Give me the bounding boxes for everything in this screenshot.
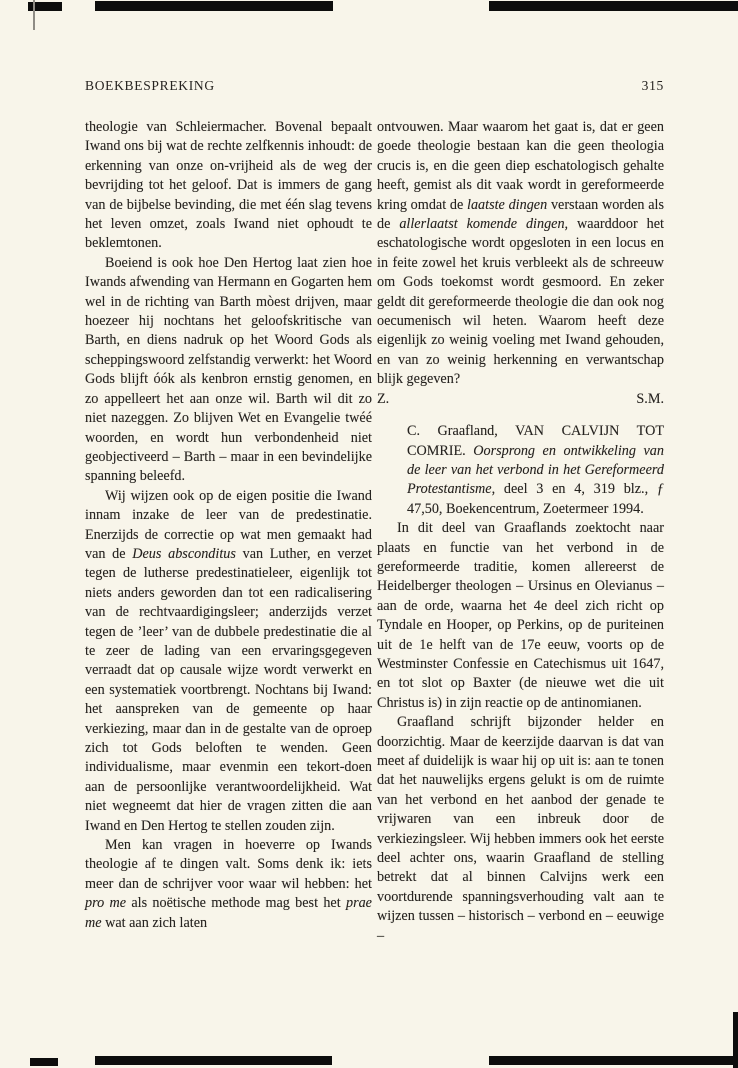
page-header-title: BOEKBESPREKING	[85, 78, 215, 93]
text-columns	[85, 118, 664, 946]
left-column	[85, 118, 372, 946]
scan-artifact-bar	[30, 1058, 58, 1066]
right-column	[377, 118, 664, 946]
scan-artifact-bar	[489, 1056, 734, 1065]
review-signature	[377, 390, 664, 409]
scan-artifact-bar	[733, 1012, 738, 1068]
paragraph: ontvouwen. Maar waarom het gaat is, dat er geen goede theologie bestaan kan die geen theologia crucis is, en die geen diep eschatologisch gehalte heeft, gemist als dit vaak wordt in gereformeerde kring omdat de laatste dingen verstaan worden als de allerlaatst komende dingen, waarddoor het eschatologische wordt opgesloten in een locus en in feite zowel het kruis verbleekt als de schreeuw om Gods toekomst wordt gesmoord. En zeker geldt dit gereformeerde theologie die dan ook nog oecumenisch wil heten. Waarom heeft deze eigenlijk zo weinig voeling met Iwand gehouden, en van zo weinig herkenning en verwantschap blijk gegeven?	[377, 119, 664, 388]
scan-artifact-bar	[95, 1056, 332, 1065]
scan-artifact-bar	[489, 1, 738, 11]
page-content	[85, 78, 664, 946]
paragraph: theologie van Schleiermacher. Bovenal bepaalt Iwand ons bij wat de rechte zelfkennis inhoudt: de erkenning van onze on-vrijheid als de weg der bevrijding tot het geloof. Dat is immers de gang van de bijbelse bevinding, die met één slag tevens het leven omzet, zoals Iwand niet ophoudt te beklemtonen.	[85, 119, 372, 252]
signature-author-initials: S.M.	[636, 390, 664, 407]
running-header	[85, 78, 664, 94]
scan-artifact-bar	[95, 1, 333, 11]
paragraph: Graafland schrijft bijzonder helder en doorzichtig. Maar de keerzijde daarvan is dat van meet af duidelijk is waar hij op uit is: aan te tonen dat het nauwelijks ergens gelukt is om de ruimte van het verbond en het aanbod der genade te vrijwaren van een inbreuk door de verkiezingsleer. Wij hebben immers ook het eerste deel achter ons, waarin Graafland de stelling betrekt dat al binnen Calvijns werk een voortdurende spanningsverhouding valt aan te wijzen tussen – historisch – verbond en – eeuwige –	[377, 714, 664, 944]
book-citation: C. Graafland, VAN CALVIJN TOT COMRIE. Oorsprong en ontwikkeling van de leer van het verbond in het Gereformeerd Protestantisme, deel 3 en 4, 319 blz., ƒ 47,50, Boekencentrum, Zoetermeer 1994.	[407, 423, 664, 517]
paragraph: Men kan vragen in hoeverre op Iwands theologie af te dingen valt. Soms denk ik: iets meer dan de schrijver voor waar wil hebben: het pro me als noëtische methode mag best het prae me wat aan zich laten	[85, 837, 372, 931]
paragraph: Wij wijzen ook op de eigen positie die Iwand innam inzake de leer van de predestinatie. Enerzijds de correctie op wat men gemaakt had van de Deus absconditus van Luther, en verzet tegen de lutherse predestinatieleer, eigenlijk tot niets anders geworden dan tot een radicalisering van de rechtvaardigingsleer; anderzijds verzet tegen de ’leer’ van de dubbele predestinatie die al te zeer de lading van een ervaringsgegeven verraadt dat op causale wijze wordt verwerkt en een systematiek voortbrengt. Nochtans bij Iwand: het aanspreken van de gemeente op haar verkiezing, maar dan in de gestalte van de oproep zich tot Gods beloften te wenden. Geen individualisme, maar evenmin een tekort-doen aan de persoonlijke verantwoordelijkheid. Wat niet wegneemt dat hier de vragen zitten die aan Iwand en Den Hertog te stellen zouden zijn.	[85, 487, 372, 834]
paragraph: Boeiend is ook hoe Den Hertog laat zien hoe Iwands afwending van Hermann en Gogarten hem wel in de richting van Barth mòest drijven, maar hoezeer hij nochtans het geloofskritische van Barth, en diens nadruk op het Woord Gods als scheppingswoord zelfstandig verwerkt: het Woord Gods blijft óók als kenbron ernstig genomen, en zo appelleert het aan onze wil. Barth wil dit zo niet nazeggen. Zo blijven Wet en Evangelie twéé woorden, en wordt hun verbondenheid niet geobjectiveerd – Barth – maar in een bevindelijke spanning beleefd.	[85, 254, 372, 485]
signature-reviewer-initial: Z.	[377, 390, 390, 407]
page-number: 315	[641, 78, 664, 93]
scan-artifact-line	[33, 0, 35, 30]
paragraph: In dit deel van Graaflands zoektocht naar plaats en functie van het verbond in de gereformeerde traditie, komen allereerst de Heidelberger theologen – Ursinus en Olevianus – aan de orde, waarna het 4e deel zich richt op Tyndale en Hooper, op Perkins, op de puriteinen uit de 1e helft van de 17e eeuw, voorts op de Westminster Confessie en Catechismus uit 1647, en tot slot op Baxter (de nieuwe wet die uit Christus is) in zijn reactie op de antinomianen.	[377, 520, 664, 711]
